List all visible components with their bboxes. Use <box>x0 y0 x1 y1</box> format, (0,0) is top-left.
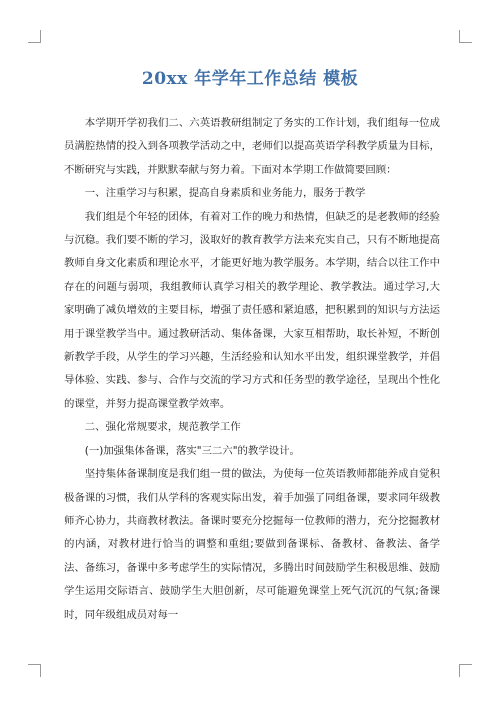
document-title: 20xx 年学年工作总结 模板 <box>141 69 359 89</box>
paragraph-intro: 本学期开学初我们二、六英语教研组制定了务实的工作计划，我们组每一位成员满腔热情的投入到各项教学活动之中，老师们以提高英语学科教学质量为目标，不断研究与实践，并默默奉献与努力着。下面对本学期工作做简要回顾： <box>64 117 440 176</box>
document-body <box>64 112 440 627</box>
crop-mark-top-left <box>28 30 41 43</box>
section-heading-2: 二、强化常规要求，规范教学工作 <box>84 421 241 434</box>
section-heading-1: 一、注重学习与积累，提高自身素质和业务能力，服务于教学 <box>84 187 366 200</box>
paragraph-section-1: 我们组是个年轻的团体，有着对工作的晚力和热情，但缺乏的是老教师的经验与沉稳。我们要不断的学习，汲取好的教育教学方法来充实自己，只有不断地提高教师自身文化素质和理论水平，才能更好地为教学服务。本学期，结合以往工作中存在的问题与弱项，我组教师认真学习相关的教学理论、教学教法。通过学习,大家明确了减负增效的主要目标，增强了责任感和紧迫感，把积累到的知识与方法运用于课堂教学当中。通过教研活动、集体备课，大家互相帮助，取长补短，不断创新教学手段，从学生的学习兴趣，生活经验和认知水平出发，组织课堂教学，并倡导体验、实践、参与、合作与交流的学习方式和任务型的教学途径，呈现出个性化的课堂，并努力提高课堂教学效率。 <box>64 210 440 410</box>
crop-mark-bottom-left <box>28 664 41 677</box>
crop-mark-bottom-right <box>459 664 472 677</box>
subsection-heading-1: (一)加强集体备课，落实"三二六"的教学设计。 <box>84 444 300 457</box>
paragraph-subsection-1: 坚持集体备课制度是我们组一贯的做法，为使每一位英语教师都能养成自觉积极备课的习惯，我们从学科的客观实际出发，着手加强了同组备课，要求同年级教师齐心协力，共商教材教法。备课时要充分挖掘每一位教师的潜力，充分挖掘教材的内涵，对教材进行恰当的调整和重组;要做到备课标、备教材、备教法、备学法、备练习，备课中多考虑学生的实际情况，多腾出时间鼓励学生积极思维、鼓励学生运用交际语言、鼓励学生大胆创新，尽可能避免课堂上死气沉沉的气氛;备课时，同年级组成员对每一 <box>64 468 440 621</box>
crop-mark-top-right <box>459 30 472 43</box>
